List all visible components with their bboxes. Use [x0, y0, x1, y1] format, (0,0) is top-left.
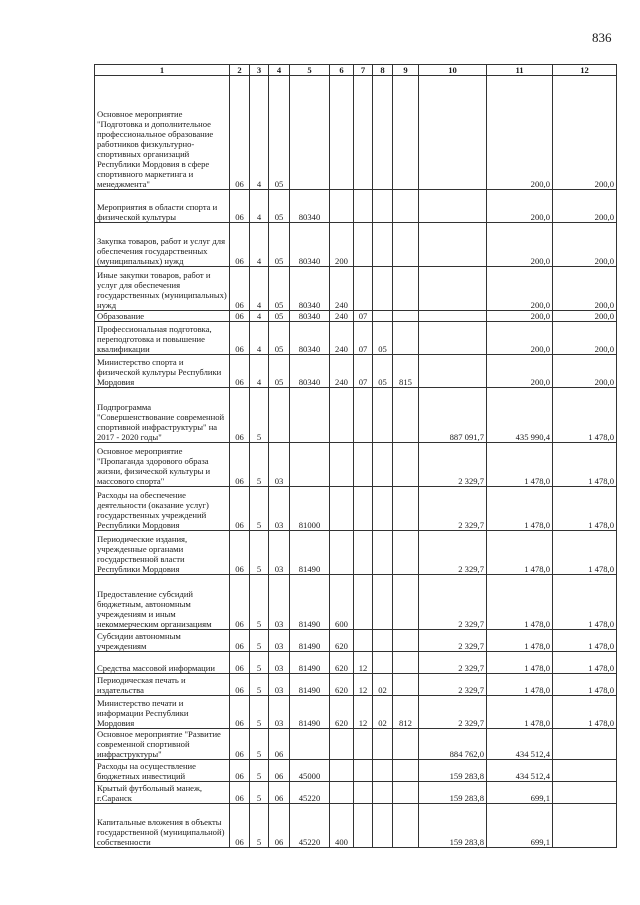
budget-table [94, 64, 617, 848]
amount-cell: 159 283,8 [419, 804, 487, 848]
amount-cell: 1 478,0 [553, 487, 617, 531]
code-cell: 12 [354, 674, 373, 696]
code-cell: 06 [230, 76, 250, 190]
code-cell: 06 [230, 782, 250, 804]
column-header: 2 [230, 65, 250, 76]
amount-cell: 200,0 [487, 76, 553, 190]
amount-cell: 200,0 [553, 355, 617, 388]
code-cell [393, 804, 419, 848]
row-name-cell: Министерство печати и информации Республики Мордовия [95, 696, 230, 729]
code-cell [330, 760, 354, 782]
row-name-cell: Крытый футбольный манеж, г.Саранск [95, 782, 230, 804]
code-cell: 06 [230, 804, 250, 848]
code-cell [373, 630, 393, 652]
amount-cell: 1 478,0 [553, 388, 617, 443]
code-cell: 03 [269, 443, 290, 487]
code-cell: 03 [269, 531, 290, 575]
code-cell: 06 [230, 630, 250, 652]
code-cell: 5 [250, 388, 269, 443]
code-cell [393, 652, 419, 674]
code-cell: 5 [250, 804, 269, 848]
row-name-cell: Основное мероприятие "Пропаганда здорового образа жизни, физической культуры и массового спорта" [95, 443, 230, 487]
code-cell [393, 76, 419, 190]
amount-cell: 159 283,8 [419, 760, 487, 782]
code-cell: 400 [330, 804, 354, 848]
code-cell [373, 388, 393, 443]
code-cell: 4 [250, 223, 269, 267]
code-cell [354, 487, 373, 531]
code-cell [393, 443, 419, 487]
code-cell [354, 531, 373, 575]
amount-cell [419, 190, 487, 223]
code-cell: 03 [269, 487, 290, 531]
code-cell [373, 575, 393, 630]
amount-cell: 200,0 [553, 76, 617, 190]
code-cell: 03 [269, 630, 290, 652]
amount-cell [553, 760, 617, 782]
code-cell [393, 487, 419, 531]
code-cell [393, 311, 419, 322]
amount-cell: 434 512,4 [487, 760, 553, 782]
amount-cell: 200,0 [487, 355, 553, 388]
code-cell [290, 443, 330, 487]
code-cell [373, 76, 393, 190]
code-cell: 45220 [290, 782, 330, 804]
table-row [95, 782, 617, 804]
code-cell: 05 [269, 311, 290, 322]
code-cell: 4 [250, 76, 269, 190]
table-row [95, 804, 617, 848]
column-header: 11 [487, 65, 553, 76]
code-cell [373, 311, 393, 322]
amount-cell: 200,0 [487, 190, 553, 223]
amount-cell: 200,0 [553, 190, 617, 223]
code-cell [269, 388, 290, 443]
code-cell: 4 [250, 190, 269, 223]
code-cell: 06 [230, 531, 250, 575]
code-cell: 06 [269, 804, 290, 848]
code-cell [373, 782, 393, 804]
code-cell: 06 [230, 696, 250, 729]
code-cell: 05 [269, 76, 290, 190]
table-row [95, 674, 617, 696]
code-cell: 620 [330, 674, 354, 696]
amount-cell: 200,0 [487, 322, 553, 355]
code-cell: 06 [230, 190, 250, 223]
code-cell [330, 487, 354, 531]
amount-cell: 200,0 [553, 223, 617, 267]
code-cell [330, 531, 354, 575]
code-cell: 5 [250, 630, 269, 652]
table-row [95, 531, 617, 575]
code-cell: 12 [354, 652, 373, 674]
code-cell [330, 388, 354, 443]
row-name-cell: Основное мероприятие "Подготовка и дополнительное профессиональное образование работников физкультурно-спортивных организаций Республики Мордовия в сфере спортивного маркетинга и менеджмента" [95, 76, 230, 190]
code-cell: 620 [330, 652, 354, 674]
amount-cell: 200,0 [553, 311, 617, 322]
row-name-cell: Профессиональная подготовка, переподготовка и повышение квалификации [95, 322, 230, 355]
row-name-cell: Субсидии автономным учреждениям [95, 630, 230, 652]
code-cell: 5 [250, 729, 269, 760]
code-cell: 5 [250, 782, 269, 804]
table-row [95, 760, 617, 782]
code-cell: 06 [230, 729, 250, 760]
code-cell [354, 76, 373, 190]
code-cell: 5 [250, 531, 269, 575]
code-cell: 06 [269, 760, 290, 782]
amount-cell: 1 478,0 [553, 630, 617, 652]
row-name-cell: Основное мероприятие "Развитие современной спортивной инфраструктуры" [95, 729, 230, 760]
row-name-cell: Расходы на обеспечение деятельности (оказание услуг) государственных учреждений Республики Мордовия [95, 487, 230, 531]
amount-cell [553, 804, 617, 848]
code-cell: 06 [230, 267, 250, 311]
code-cell [373, 729, 393, 760]
code-cell: 240 [330, 355, 354, 388]
code-cell [393, 630, 419, 652]
code-cell [354, 630, 373, 652]
code-cell [373, 487, 393, 531]
code-cell: 81490 [290, 630, 330, 652]
code-cell [393, 782, 419, 804]
code-cell: 02 [373, 696, 393, 729]
amount-cell: 1 478,0 [553, 674, 617, 696]
page-number: 836 [592, 30, 612, 45]
table-row [95, 696, 617, 729]
code-cell [373, 190, 393, 223]
row-name-cell: Закупка товаров, работ и услуг для обеспечения государственных (муниципальных) нужд [95, 223, 230, 267]
table-row [95, 487, 617, 531]
amount-cell [419, 355, 487, 388]
code-cell [354, 575, 373, 630]
code-cell [393, 575, 419, 630]
amount-cell: 1 478,0 [487, 575, 553, 630]
code-cell [290, 729, 330, 760]
code-cell: 81490 [290, 674, 330, 696]
amount-cell: 200,0 [487, 223, 553, 267]
amount-cell: 1 478,0 [487, 630, 553, 652]
code-cell: 06 [230, 487, 250, 531]
code-cell: 03 [269, 674, 290, 696]
code-cell [330, 190, 354, 223]
column-header: 3 [250, 65, 269, 76]
code-cell: 45220 [290, 804, 330, 848]
amount-cell: 2 329,7 [419, 443, 487, 487]
code-cell: 06 [230, 760, 250, 782]
amount-cell: 2 329,7 [419, 531, 487, 575]
code-cell [290, 76, 330, 190]
code-cell: 240 [330, 267, 354, 311]
code-cell: 80340 [290, 223, 330, 267]
amount-cell: 887 091,7 [419, 388, 487, 443]
table-row [95, 575, 617, 630]
code-cell [354, 782, 373, 804]
code-cell [354, 804, 373, 848]
table-row [95, 443, 617, 487]
table-header-row [95, 65, 617, 76]
code-cell: 81490 [290, 696, 330, 729]
code-cell [373, 760, 393, 782]
amount-cell: 2 329,7 [419, 652, 487, 674]
code-cell: 06 [230, 575, 250, 630]
amount-cell: 2 329,7 [419, 630, 487, 652]
code-cell: 4 [250, 322, 269, 355]
amount-cell: 1 478,0 [487, 487, 553, 531]
code-cell: 620 [330, 630, 354, 652]
amount-cell: 699,1 [487, 804, 553, 848]
amount-cell [553, 782, 617, 804]
code-cell: 05 [269, 355, 290, 388]
row-name-cell: Расходы на осуществление бюджетных инвестиций [95, 760, 230, 782]
amount-cell: 200,0 [487, 267, 553, 311]
table-row [95, 729, 617, 760]
amount-cell: 1 478,0 [553, 696, 617, 729]
code-cell [393, 267, 419, 311]
code-cell: 80340 [290, 355, 330, 388]
amount-cell [553, 729, 617, 760]
code-cell: 200 [330, 223, 354, 267]
code-cell [393, 223, 419, 267]
code-cell: 06 [230, 223, 250, 267]
code-cell [393, 760, 419, 782]
amount-cell [419, 267, 487, 311]
amount-cell: 2 329,7 [419, 487, 487, 531]
table-row [95, 267, 617, 311]
code-cell: 80340 [290, 322, 330, 355]
column-header: 4 [269, 65, 290, 76]
amount-cell: 200,0 [553, 267, 617, 311]
column-header: 1 [95, 65, 230, 76]
row-name-cell: Подпрограмма "Совершенствование современной спортивной инфраструктуры" на 2017 - 2020 годы" [95, 388, 230, 443]
column-header: 12 [553, 65, 617, 76]
amount-cell: 699,1 [487, 782, 553, 804]
amount-cell: 1 478,0 [487, 531, 553, 575]
code-cell: 06 [230, 355, 250, 388]
code-cell [354, 443, 373, 487]
code-cell: 06 [230, 674, 250, 696]
code-cell: 05 [269, 267, 290, 311]
row-name-cell: Периодическая печать и издательства [95, 674, 230, 696]
code-cell: 06 [269, 782, 290, 804]
amount-cell [419, 311, 487, 322]
code-cell: 240 [330, 311, 354, 322]
code-cell: 620 [330, 696, 354, 729]
code-cell: 06 [230, 322, 250, 355]
amount-cell [419, 322, 487, 355]
code-cell: 07 [354, 311, 373, 322]
code-cell [354, 729, 373, 760]
code-cell [373, 652, 393, 674]
row-name-cell: Предоставление субсидий бюджетным, автономным учреждениям и иным некоммерческим организациям [95, 575, 230, 630]
column-header: 6 [330, 65, 354, 76]
amount-cell [419, 223, 487, 267]
amount-cell: 435 990,4 [487, 388, 553, 443]
code-cell: 06 [230, 388, 250, 443]
code-cell: 4 [250, 267, 269, 311]
amount-cell: 884 762,0 [419, 729, 487, 760]
code-cell: 600 [330, 575, 354, 630]
table-body [95, 76, 617, 848]
code-cell: 81490 [290, 531, 330, 575]
code-cell: 81490 [290, 652, 330, 674]
row-name-cell: Капитальные вложения в объекты государственной (муниципальной) собственности [95, 804, 230, 848]
column-header: 8 [373, 65, 393, 76]
table-row [95, 355, 617, 388]
code-cell: 80340 [290, 311, 330, 322]
column-header: 10 [419, 65, 487, 76]
table-row [95, 388, 617, 443]
code-cell: 06 [230, 311, 250, 322]
code-cell [354, 267, 373, 311]
amount-cell: 1 478,0 [553, 443, 617, 487]
code-cell: 05 [373, 322, 393, 355]
table-row [95, 190, 617, 223]
table-row [95, 311, 617, 322]
code-cell [354, 760, 373, 782]
column-header: 9 [393, 65, 419, 76]
code-cell: 5 [250, 696, 269, 729]
code-cell: 03 [269, 696, 290, 729]
code-cell: 5 [250, 760, 269, 782]
amount-cell: 200,0 [487, 311, 553, 322]
code-cell [330, 729, 354, 760]
amount-cell: 1 478,0 [553, 531, 617, 575]
code-cell [393, 190, 419, 223]
code-cell: 240 [330, 322, 354, 355]
code-cell: 05 [269, 223, 290, 267]
code-cell: 80340 [290, 267, 330, 311]
row-name-cell: Иные закупки товаров, работ и услуг для обеспечения государственных (муниципальных) нужд [95, 267, 230, 311]
code-cell [393, 322, 419, 355]
amount-cell: 1 478,0 [553, 652, 617, 674]
code-cell [393, 674, 419, 696]
table-row [95, 223, 617, 267]
amount-cell: 2 329,7 [419, 575, 487, 630]
table-row [95, 630, 617, 652]
amount-cell [419, 76, 487, 190]
column-header: 7 [354, 65, 373, 76]
code-cell: 07 [354, 322, 373, 355]
code-cell: 815 [393, 355, 419, 388]
code-cell [354, 190, 373, 223]
amount-cell: 1 478,0 [487, 674, 553, 696]
code-cell: 812 [393, 696, 419, 729]
row-name-cell: Мероприятия в области спорта и физической культуры [95, 190, 230, 223]
table-row [95, 652, 617, 674]
code-cell: 05 [269, 322, 290, 355]
code-cell: 5 [250, 487, 269, 531]
code-cell: 06 [230, 443, 250, 487]
code-cell: 81000 [290, 487, 330, 531]
code-cell: 4 [250, 311, 269, 322]
row-name-cell: Периодические издания, учрежденные органами государственной власти Республики Мордовия [95, 531, 230, 575]
row-name-cell: Министерство спорта и физической культуры Республики Мордовия [95, 355, 230, 388]
amount-cell: 2 329,7 [419, 674, 487, 696]
code-cell: 81490 [290, 575, 330, 630]
code-cell [373, 531, 393, 575]
code-cell: 03 [269, 652, 290, 674]
amount-cell: 200,0 [553, 322, 617, 355]
code-cell [354, 388, 373, 443]
amount-cell: 1 478,0 [487, 652, 553, 674]
table-row [95, 76, 617, 190]
code-cell: 07 [354, 355, 373, 388]
amount-cell: 434 512,4 [487, 729, 553, 760]
table-row [95, 322, 617, 355]
code-cell [330, 443, 354, 487]
column-header: 5 [290, 65, 330, 76]
amount-cell: 159 283,8 [419, 782, 487, 804]
code-cell: 05 [373, 355, 393, 388]
amount-cell: 1 478,0 [553, 575, 617, 630]
code-cell [354, 223, 373, 267]
code-cell: 45000 [290, 760, 330, 782]
code-cell: 02 [373, 674, 393, 696]
code-cell: 03 [269, 575, 290, 630]
code-cell: 4 [250, 355, 269, 388]
code-cell [393, 531, 419, 575]
code-cell [373, 223, 393, 267]
code-cell [393, 729, 419, 760]
code-cell: 5 [250, 443, 269, 487]
code-cell [330, 782, 354, 804]
code-cell [290, 388, 330, 443]
row-name-cell: Образование [95, 311, 230, 322]
code-cell: 5 [250, 674, 269, 696]
code-cell: 5 [250, 575, 269, 630]
code-cell: 06 [269, 729, 290, 760]
amount-cell: 1 478,0 [487, 696, 553, 729]
code-cell [393, 388, 419, 443]
row-name-cell: Средства массовой информации [95, 652, 230, 674]
code-cell: 06 [230, 652, 250, 674]
amount-cell: 1 478,0 [487, 443, 553, 487]
code-cell: 12 [354, 696, 373, 729]
code-cell: 05 [269, 190, 290, 223]
code-cell [330, 76, 354, 190]
code-cell: 5 [250, 652, 269, 674]
code-cell [373, 267, 393, 311]
code-cell [373, 804, 393, 848]
amount-cell: 2 329,7 [419, 696, 487, 729]
code-cell: 80340 [290, 190, 330, 223]
code-cell [373, 443, 393, 487]
